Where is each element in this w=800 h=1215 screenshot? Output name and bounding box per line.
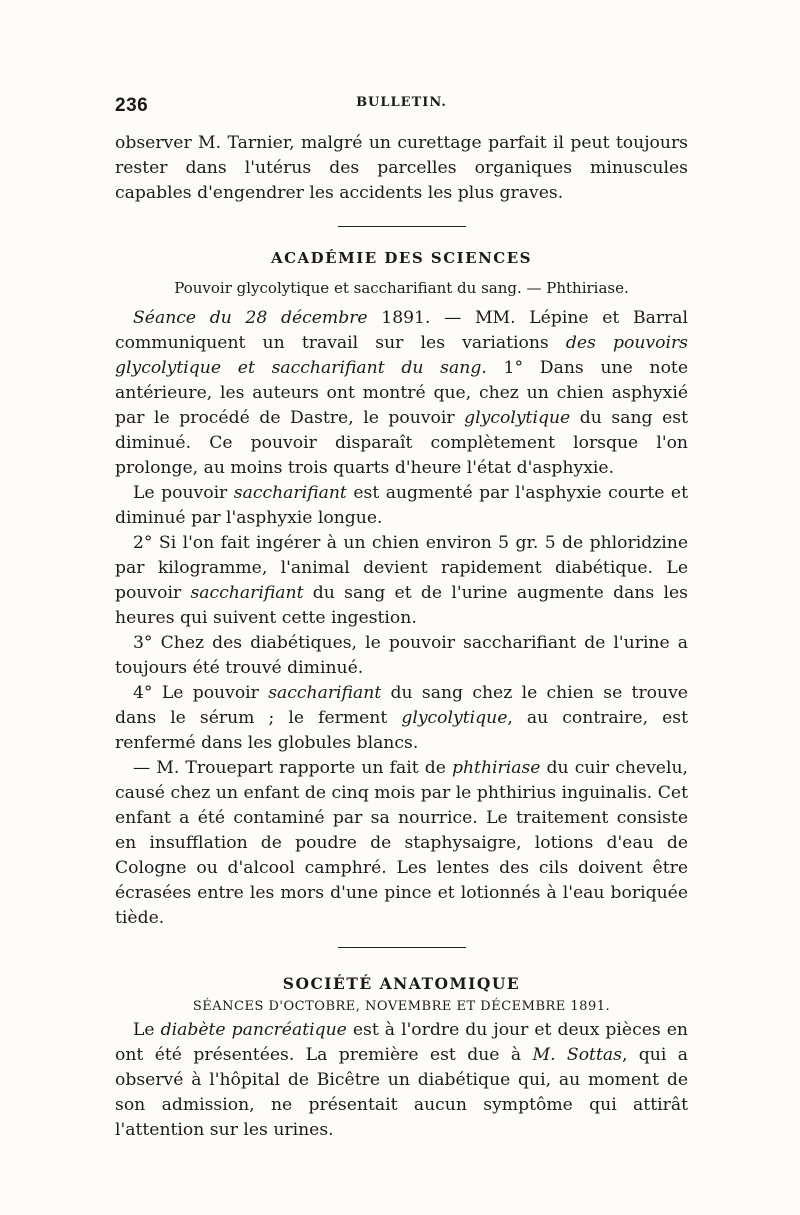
paragraph-seance: Séance du 28 décembre 1891. — MM. Lépine et Barral communiquent un travail sur les variations des pouvoirs glycolytique et saccharifiant du sang. 1° Dans une note antérieure, les auteurs ont montré que, chez un chien asphyxié par le procédé de Dastre, le pouvoir glycolytique du sang est diminué. Ce pouvoir disparaît complètement lorsque l'on prolonge, au moins trois quarts d'heure l'état d'asphyxie. xyxy=(115,308,689,478)
paragraph-phloridzine: 2° Si l'on fait ingérer à un chien environ 5 gr. 5 de phloridzine par kilogramme, l'animal devient rapidement diabétique. Le pouvoir saccharifiant du sang et de l'urine augmente dans les heures qui suivent cette ingestion. xyxy=(115,533,688,628)
paragraph-phthiriase: — M. Trouepart rapporte un fait de phthiriase du cuir chevelu, causé chez un enfant de cinq mois par le phthirius inguinalis. Cet enfant a été contaminé par sa nourrice. Le traitement consiste en insufflation de poudre de staphysaigre, lotions d'eau de Cologne ou d'alcool camphré. Les lentes des cils doivent être écrasées entre les mors d'une pince et lotionnés à l'eau boriquée tiède. xyxy=(115,758,688,928)
intro-paragraph: observer M. Tarnier, malgré un curettage parfait il peut toujours rester dans l'utérus des parcelles organiques minuscules capables d'engendrer les accidents les plus graves. xyxy=(115,133,688,203)
running-head xyxy=(115,95,688,131)
paragraph-diabete-pancreatique: Le diabète pancréatique est à l'ordre du jour et deux pièces en ont été présentées. La première est due à M. Sottas, qui a observé à l'hôpital de Bicêtre un diabétique qui, au moment de son admission, ne présentait aucun symptôme qui attirât l'attention sur les urines. xyxy=(115,1020,689,1140)
section-title-societe: SOCIÉTÉ ANATOMIQUE xyxy=(282,974,521,993)
journal-title: BULLETIN. xyxy=(356,95,447,110)
paragraph-serum: 4° Le pouvoir saccharifiant du sang chez le chien se trouve dans le sérum ; le ferment glycolytique, au contraire, est renfermé dans les globules blancs. xyxy=(115,683,688,753)
section-subtitle-societe: SÉANCES D'OCTOBRE, NOVEMBRE ET DÉCEMBRE 1891. xyxy=(192,999,611,1014)
paragraph-diabetiques: 3° Chez des diabétiques, le pouvoir saccharifiant de l'urine a toujours été trouvé diminué. xyxy=(115,633,688,678)
section-subtitle-academie: Pouvoir glycolytique et saccharifiant du sang. — Phthiriase. xyxy=(174,279,629,297)
document-page xyxy=(115,95,688,1143)
paragraph-saccharifiant: Le pouvoir saccharifiant est augmenté par l'asphyxie courte et diminué par l'asphyxie longue. xyxy=(115,483,688,528)
section-title-academie: ACADÉMIE DES SCIENCES xyxy=(270,249,533,267)
section-divider xyxy=(338,947,466,948)
page-number: 236 xyxy=(115,95,149,116)
section-divider xyxy=(338,226,466,227)
seance-label: Séance du 28 décembre xyxy=(133,308,368,328)
